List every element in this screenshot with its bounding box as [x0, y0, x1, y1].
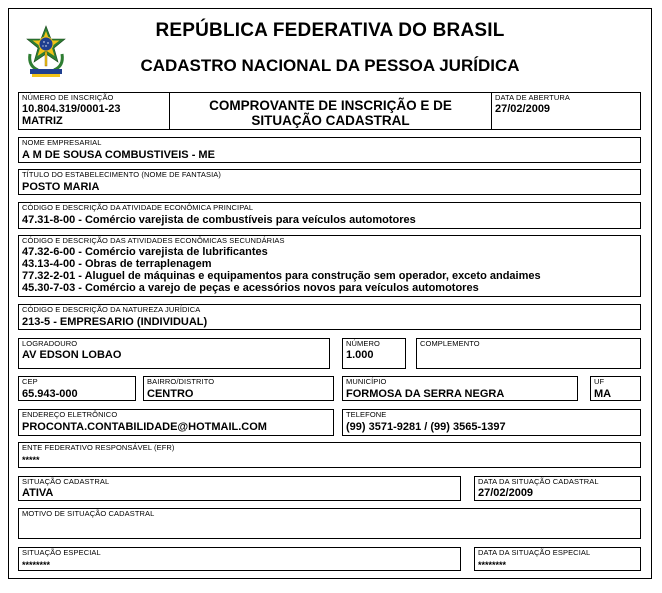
complemento-box: [416, 338, 641, 369]
bairro-value: CENTRO: [147, 388, 194, 400]
header-subtitle: CADASTRO NACIONAL DA PESSOA JURÍDICA: [140, 56, 520, 75]
municipio-value: FORMOSA DA SERRA NEGRA: [346, 388, 505, 400]
nome-empresarial-value: A M DE SOUSA COMBUSTIVEIS - ME: [22, 149, 215, 161]
atividade-principal-value: 47.31-8-00 - Comércio varejista de combustíveis para veículos automotores: [22, 214, 416, 226]
inscricao-tipo: MATRIZ: [22, 115, 63, 127]
data-situacao-label: DATA DA SITUAÇÃO CADASTRAL: [478, 477, 599, 486]
numero-label: NÚMERO: [346, 339, 380, 348]
fantasia-value: POSTO MARIA: [22, 181, 100, 193]
logradouro-box: [18, 338, 330, 369]
coat-of-arms-icon: [24, 24, 68, 80]
data-situacao-especial-box: [474, 547, 641, 571]
data-situacao-especial-label: DATA DA SITUAÇÃO ESPECIAL: [478, 548, 591, 557]
email-box: [18, 409, 334, 436]
efr-box: [18, 442, 641, 468]
municipio-label: MUNICÍPIO: [346, 377, 387, 386]
email-label: ENDEREÇO ELETRÔNICO: [22, 410, 118, 419]
atividade-secundaria-item: 47.32-6-00 - Comércio varejista de lubrificantes: [22, 246, 268, 258]
situacao-value: ATIVA: [22, 487, 54, 499]
municipio-box: [342, 376, 578, 401]
situacao-especial-box: [18, 547, 461, 571]
abertura-value: 27/02/2009: [495, 103, 551, 115]
inscricao-box: [18, 92, 170, 130]
motivo-box: [18, 508, 641, 539]
inscricao-value: 10.804.319/0001-23: [22, 103, 121, 115]
telefone-label: TELEFONE: [346, 410, 387, 419]
uf-label: UF: [594, 377, 605, 386]
natureza-juridica-value: 213-5 - EMPRESARIO (INDIVIDUAL): [22, 316, 208, 328]
efr-value: *****: [22, 455, 40, 465]
atividade-secundaria-item: 45.30-7-03 - Comércio a varejo de peças e acessórios novos para veículos automotores: [22, 282, 479, 294]
motivo-label: MOTIVO DE SITUAÇÃO CADASTRAL: [22, 509, 155, 518]
complemento-label: COMPLEMENTO: [420, 339, 480, 348]
cep-box: [18, 376, 136, 401]
atividade-principal-label: CÓDIGO E DESCRIÇÃO DA ATIVIDADE ECONÔMICA PRINCIPAL: [22, 203, 254, 212]
situacao-especial-label: SITUAÇÃO ESPECIAL: [22, 548, 101, 557]
fantasia-box: [18, 169, 641, 195]
situacao-box: [18, 476, 461, 501]
data-situacao-box: [474, 476, 641, 501]
comprovante-line2: SITUAÇÃO CADASTRAL: [251, 113, 410, 128]
efr-label: ENTE FEDERATIVO RESPONSÁVEL (EFR): [22, 443, 175, 452]
comprovante-title: [170, 98, 491, 128]
fantasia-label: TÍTULO DO ESTABELECIMENTO (NOME DE FANTASIA): [22, 170, 222, 179]
telefone-box: [342, 409, 641, 436]
data-situacao-value: 27/02/2009: [478, 487, 534, 499]
cep-label: CEP: [22, 377, 38, 386]
uf-box: [590, 376, 641, 401]
situacao-especial-value: ********: [22, 560, 51, 570]
header-title: REPÚBLICA FEDERATIVA DO BRASIL: [155, 20, 505, 41]
atividade-secundaria-item: 77.32-2-01 - Aluguel de máquinas e equipamentos para construção sem operador, exceto andaimes: [22, 270, 541, 282]
data-situacao-especial-value: ********: [478, 560, 507, 570]
cep-value: 65.943-000: [22, 388, 78, 400]
inscricao-label: NÚMERO DE INSCRIÇÃO: [22, 93, 114, 102]
nome-empresarial-label: NOME EMPRESARIAL: [22, 138, 102, 147]
atividades-secundarias-box: [18, 235, 641, 297]
natureza-juridica-label: CÓDIGO E DESCRIÇÃO DA NATUREZA JURÍDICA: [22, 305, 201, 314]
situacao-label: SITUAÇÃO CADASTRAL: [22, 477, 110, 486]
logradouro-label: LOGRADOURO: [22, 339, 78, 348]
nome-empresarial-box: [18, 137, 641, 163]
natureza-juridica-box: [18, 304, 641, 330]
uf-value: MA: [594, 388, 612, 400]
comprovante-line1: COMPROVANTE DE INSCRIÇÃO E DE: [209, 98, 452, 113]
abertura-label: DATA DE ABERTURA: [495, 93, 570, 102]
numero-value: 1.000: [346, 349, 374, 361]
atividades-secundarias-label: CÓDIGO E DESCRIÇÃO DAS ATIVIDADES ECONÔMICAS SECUNDÁRIAS: [22, 236, 285, 245]
email-value: PROCONTA.CONTABILIDADE@HOTMAIL.COM: [22, 421, 267, 433]
bairro-label: BAIRRO/DISTRITO: [147, 377, 215, 386]
atividade-principal-box: [18, 202, 641, 229]
telefone-value: (99) 3571-9281 / (99) 3565-1397: [346, 421, 506, 433]
atividade-secundaria-item: 43.13-4-00 - Obras de terraplenagem: [22, 258, 212, 270]
numero-box: [342, 338, 406, 369]
comprovante-box: [169, 92, 492, 130]
bairro-box: [143, 376, 334, 401]
abertura-box: [491, 92, 641, 130]
logradouro-value: AV EDSON LOBAO: [22, 349, 122, 361]
